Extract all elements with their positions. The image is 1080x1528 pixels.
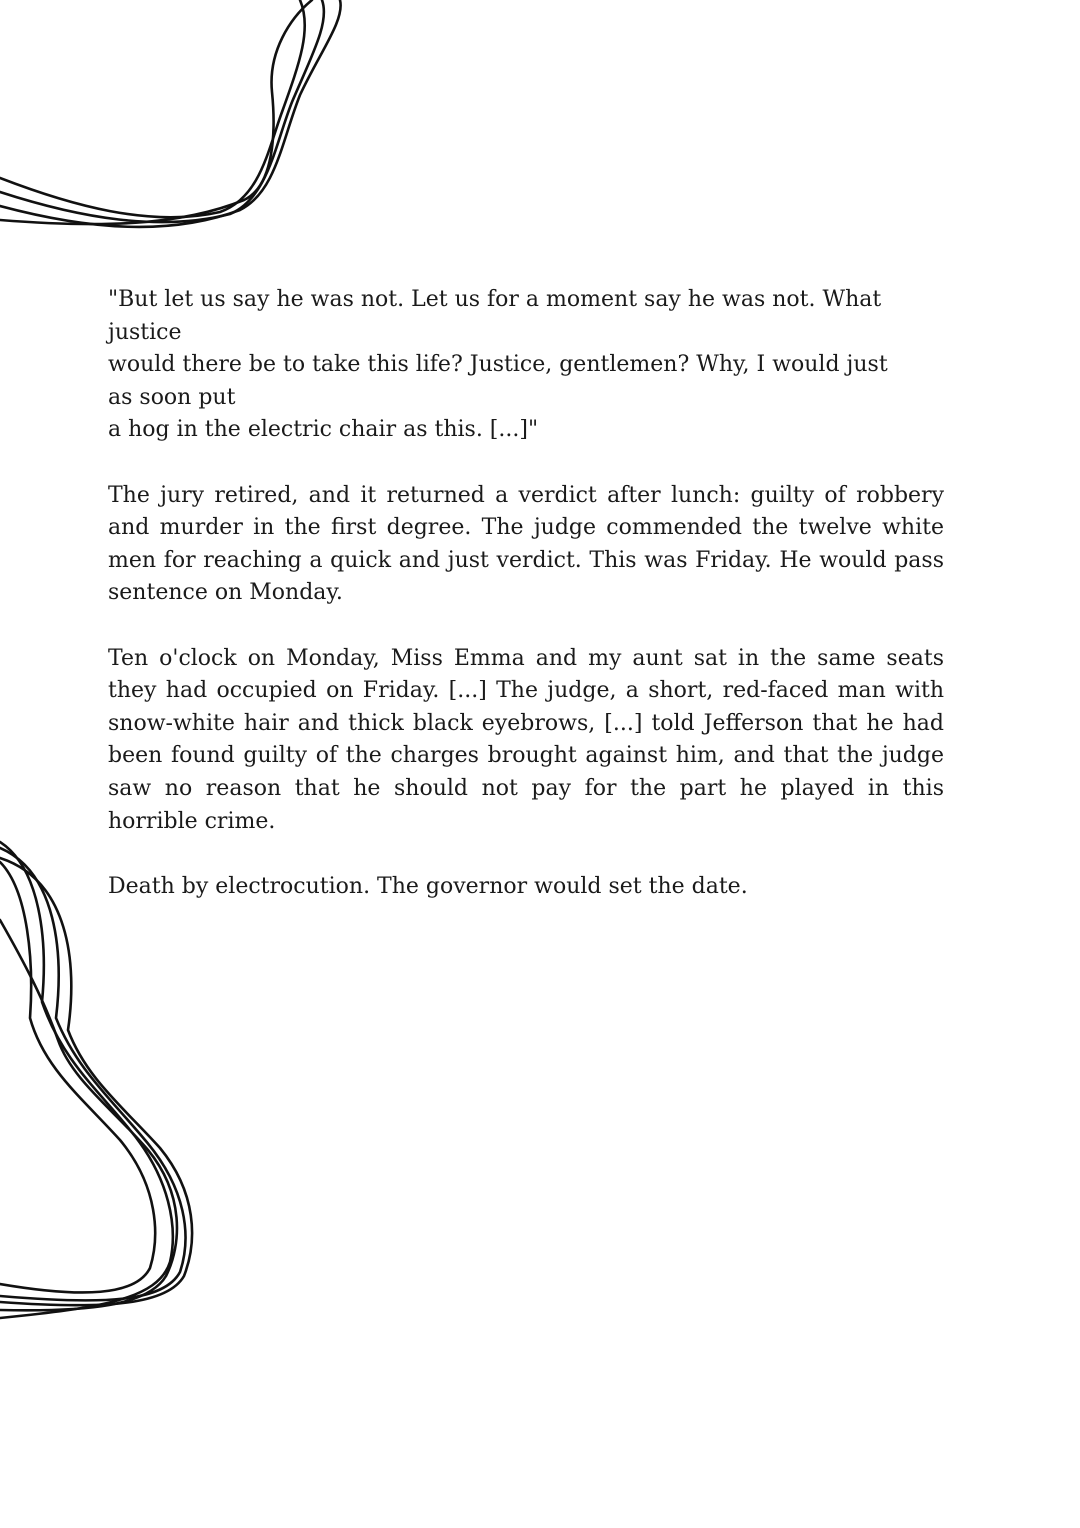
quote-paragraph <box>108 284 944 447</box>
quote-line-5: a hog in the electric chair as this. [...]" <box>108 417 539 443</box>
quote-line-3: would there be to take this life? Justice, gentlemen? Why, I would just <box>108 352 888 378</box>
quote-line-4: as soon put <box>108 384 236 410</box>
top-left-wave-decoration <box>0 0 341 227</box>
quote-line-2: justice <box>108 319 182 345</box>
death-sentence-paragraph: Death by electrocution. The governor would set the date. <box>108 873 748 899</box>
verdict-paragraph: The jury retired, and it returned a verdict after lunch: guilty of robbery and murder in the first degree. The judge commended the twelve white men for reaching a quick and just verdict. This was Friday. He would pass sentence on Monday. <box>108 482 944 606</box>
sentencing-paragraph: Ten o'clock on Monday, Miss Emma and my aunt sat in the same seats they had occupied on Friday. [...] The judge, a short, red-faced man with snow-white hair and thick black eyebrows, [...] told Jefferson that he had been found guilty of the charges brought against him, and that the judge saw no reason that he should not pay for the part he played in this horrible crime. <box>108 645 944 834</box>
document-body <box>108 284 944 936</box>
quote-line-1: "But let us say he was not. Let us for a moment say he was not. What <box>108 287 882 312</box>
